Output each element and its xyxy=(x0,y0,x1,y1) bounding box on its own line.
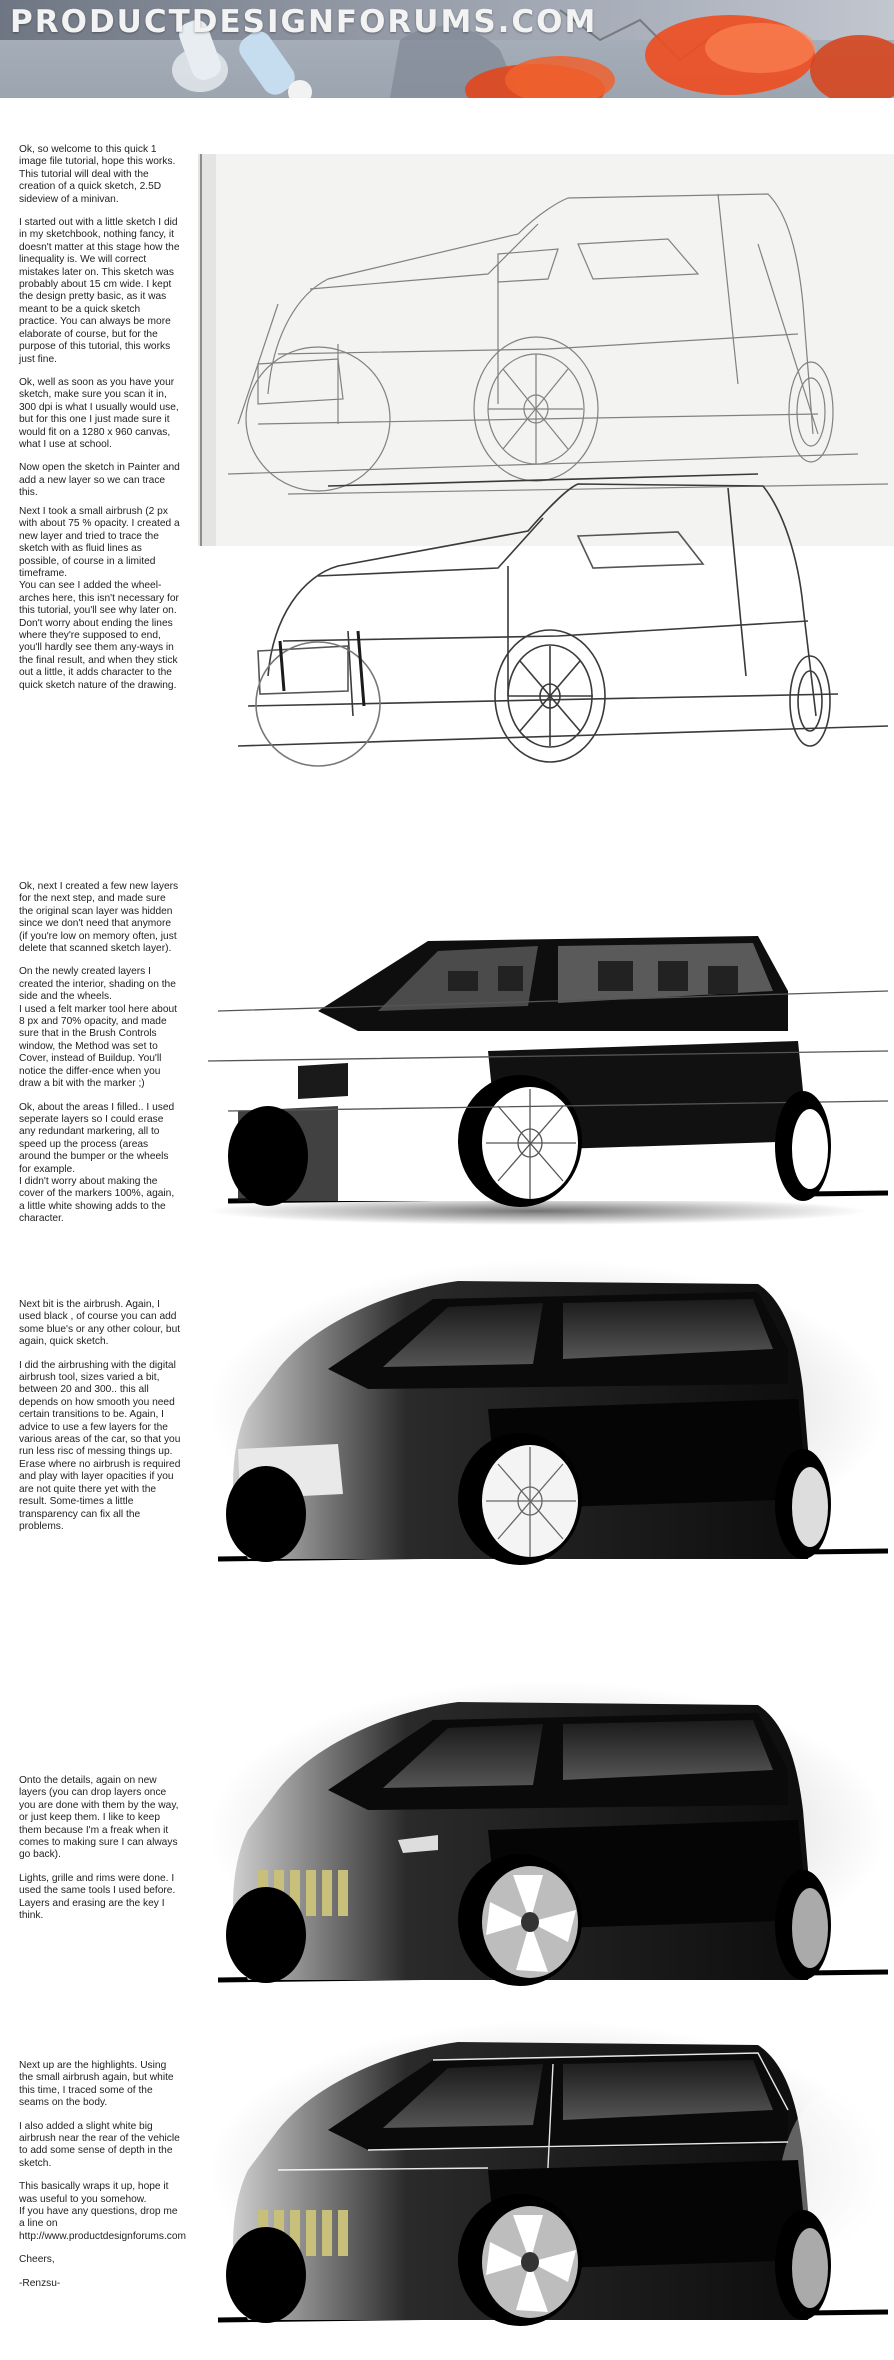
step-3 xyxy=(0,881,894,1281)
step-paragraph: I also added a slight white big airbrush near the rear of the vehicle to add some sense of depth in the sketch. xyxy=(19,2120,180,2169)
traced-lines-illustration xyxy=(198,456,894,786)
step-2-image xyxy=(198,456,894,786)
step-paragraph: I did the airbrushing with the digital airbrush tool, sizes varied a bit, between 20 and 300.. this all depends on how smooth you need certain transitions to be. Again, I advice to use a few layers for the various areas of the car, so that you run less risc of messing things up. Erase where no airbrush is required and play with layer opacities if you are not quite there yet with the result. Some-times a little transparency can fix all the problems. xyxy=(19,1359,181,1532)
highlights-illustration xyxy=(198,2020,894,2350)
step-3-text xyxy=(19,881,181,1237)
details-illustration xyxy=(198,1680,894,2010)
step-paragraph: This basically wraps it up, hope it was useful to you somehow. If you have any questions, drop me a line on http://www.productdesignforums.com xyxy=(19,2181,187,2242)
airbrush-illustration xyxy=(198,1259,894,1589)
step-paragraph: Next up are the highlights. Using the small airbrush again, but white this time, I traced some of the seams on the body. xyxy=(19,2060,174,2109)
step-paragraph: Ok, so welcome to this quick 1 image file tutorial, hope this works. This tutorial will deal with the creation of a quick sketch, 2.5D sideview of a minivan. xyxy=(19,144,176,205)
step-4 xyxy=(0,1299,894,1639)
site-title: PRODUCTDESIGNFORUMS.COM xyxy=(10,4,598,40)
step-paragraph: Ok, next I created a few new layers for the next step, and made sure the original scan layer was hidden since we don't need that anymore (if you're low on memory often, just delete that scanned sketch layer). xyxy=(19,881,179,955)
step-paragraph: Next I took a small airbrush (2 px with about 75 % opacity. I created a new layer and tried to trace the sketch with as fluid lines as possible, of course in a limited timeframe. You can see I added the wheel-arches here, this isn't necessary for this tutorial, you'll see why later on. Don't worry about ending the lines where they're supposed to end, you'll hardly see them any-ways in the final result, and when they stick out a little, it adds character to the quick sketch nature of the drawing. xyxy=(19,506,180,691)
step-5-text xyxy=(19,1775,181,1933)
step-2 xyxy=(0,506,894,831)
step-5-image xyxy=(198,1680,894,2010)
step-4-image xyxy=(198,1259,894,1589)
step-paragraph: Next bit is the airbrush. Again, I used black , of course you can add some blue's or any other colour, but again, quick sketch. xyxy=(19,1299,181,1348)
step-paragraph: On the newly created layers I created the interior, shading on the side and the wheels. I used a felt marker tool here about 8 px and 70% opacity, and made sure that in the Brush Controls window, the Method was set to Cover, instead of Buildup. You'll notice the differ-ence when you draw a bit with the marker ;) xyxy=(19,966,177,1090)
step-3-image xyxy=(198,911,894,1241)
step-6-text xyxy=(19,2060,187,2301)
step-paragraph: Onto the details, again on new layers (you can drop layers once you are done with them by the way, or just keep them. I like to keep them because I'm a freak when it comes to making sure I can always go back). xyxy=(19,1775,179,1861)
step-paragraph: Ok, about the areas I filled.. I used seperate layers so I could erase any redundant markering, all to speed up the process (areas around the bumper or the wheels for example. I didn't worry about making the cover of the markers 100%, again, a little white showing adds to the character. xyxy=(19,1101,175,1225)
step-paragraph: Now open the sketch in Painter and add a new layer so we can trace this. xyxy=(19,462,180,499)
step-1-text xyxy=(19,144,181,511)
step-paragraph: Ok, well as soon as you have your sketch, make sure you scan it in, 300 dpi is what I usually would use, but for this one I just made sure it would fit on a 1280 x 960 canvas, what I use at school. xyxy=(19,376,179,450)
step-paragraph: I started out with a little sketch I did in my sketchbook, nothing fancy, it doesn't matter at this stage how the linequality is. We will correct mistakes later on. This sketch was probably about 15 cm wide. I kept the design pretty basic, as it was meant to be a quick sketch practice. You can always be more elaborate of course, but for the purpose of this tutorial, this works just fine. xyxy=(19,217,180,365)
step-paragraph: -Renzsu- xyxy=(19,2277,61,2289)
step-6 xyxy=(0,2060,894,2360)
marker-fill-illustration xyxy=(198,911,894,1241)
step-paragraph: Cheers, xyxy=(19,2254,55,2266)
step-paragraph: Lights, grille and rims were done. I used the same tools I used before. Layers and erasing are the key I think. xyxy=(19,1872,176,1922)
header-banner xyxy=(0,0,894,98)
step-2-text xyxy=(19,506,181,703)
step-6-image xyxy=(198,2020,894,2350)
step-4-text xyxy=(19,1299,181,1544)
